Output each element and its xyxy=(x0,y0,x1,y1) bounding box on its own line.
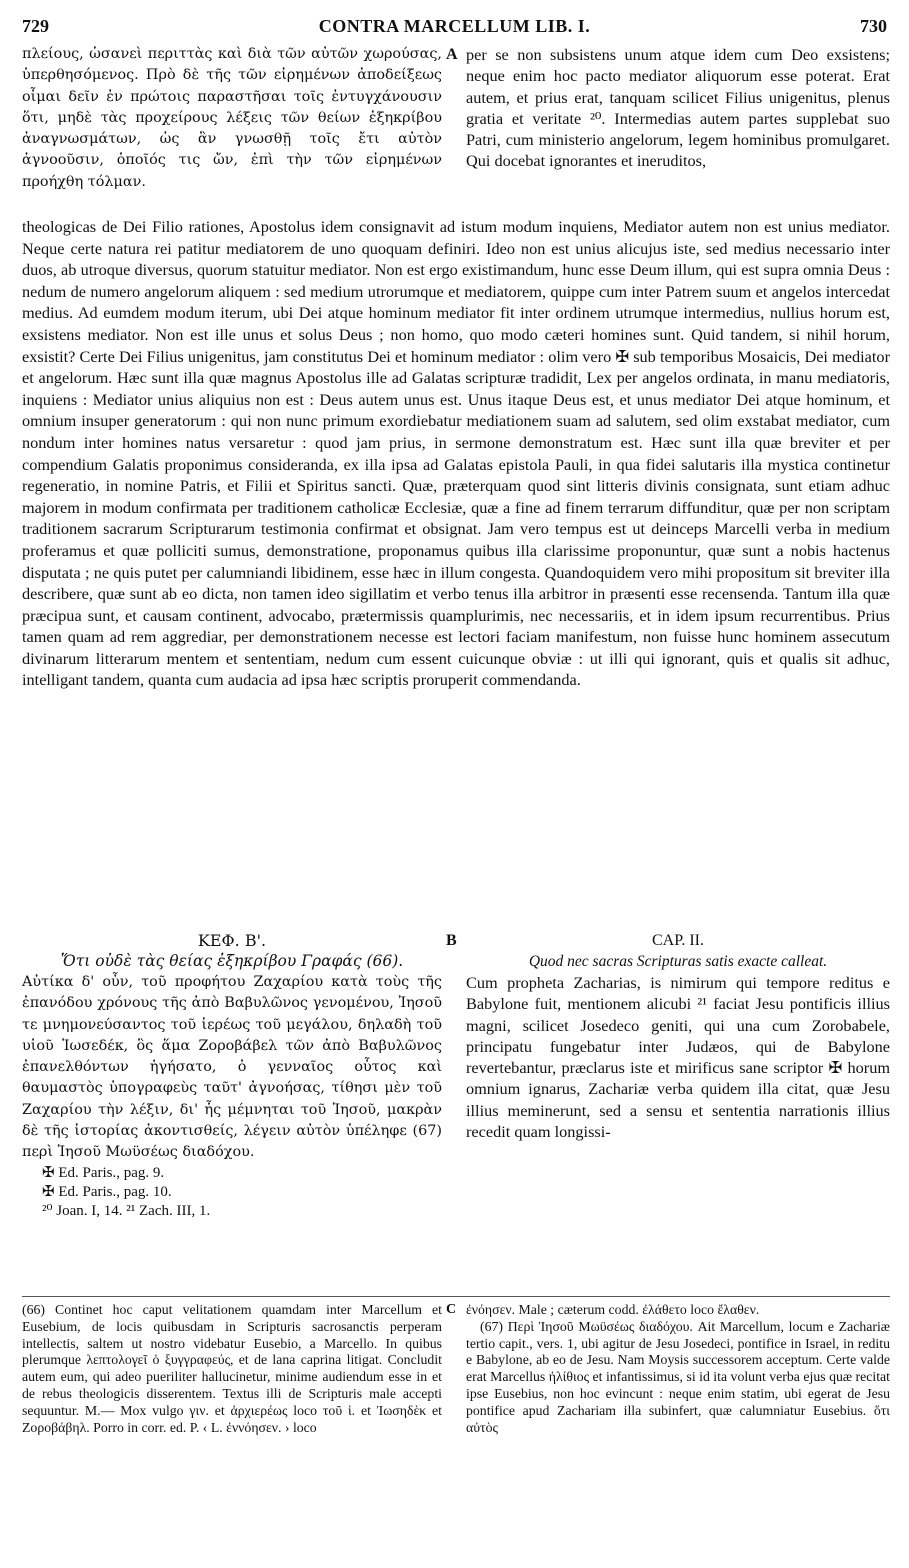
latin-chapter-text: Cum propheta Zacharias, is nimirum qui tempore reditus e Babylone fuit, mentionem alicubi ²¹ faciat Jesu pontificis illius magni, scilicet Josedeco geniti, qui una cum Zorobabele, principatu fungebatur inter Judæos, qui de Babylone revertebantur, præclarus iste et mirificus sane scriptor ✠ horum omnium ignarus, Zachariæ verba quidem illa citat, quæ Jesu illius meminerunt, sed a sensu et sententia narrationis illius recedit quam longissi- xyxy=(466,973,890,1142)
top-greek-text: πλείους, ὡσανεὶ περιττὰς καὶ διὰ τῶν αὐτῶν χωρούσας, ὑπερθησόμενος. Πρὸ δὲ τῆς τῶν εἰρημένων ἀποδείξεως οἶμαι δεῖν ἐν πρώτοις παραστῆσαι τοῖς ἐντυγχάνουσιν ὅτι, μηδὲ τὰς προχείρους λέξεις τῶν θείων ἐξηκρίβου ἀναγνωσμάτων, ὡς ἂν γνωσθῇ τοῖς ἔτι αὐτὸν ἀγνοοῦσιν, ὁποῖός τις ὤν, ἐπὶ τὴν τῶν εἰρημένων προήχθη τόλμαν. xyxy=(22,46,442,190)
margin-marker-c: C xyxy=(446,1302,457,1317)
latin-chapter-subtitle: Quod nec sacras Scripturas satis exacte calleat. xyxy=(528,953,828,970)
footnote-67: (67) Περὶ Ἰησοῦ Μωϋσέως διαδόχου. Ait Marcellum, locum e Zachariæ tertio capit., vers. 1, ubi agitur de Jesu Josedeci, pontifice in Israel, in reditu e Babylone, ab eo de Jesu. Nam Moysis successorem acceptum. Certe valde erat Marcellus ἠλίθιος et infantissimus, si id ita volunt verba ejus quæ recitat ipse Eusebius, non hoc evincunt : neque enim statim, ubi egerat de Jesu pontifice apud Zachariam illa subinfert, quæ calumniatur Eusebius. ὅτι αὐτὸς xyxy=(466,1318,890,1435)
footnotes-right xyxy=(466,1302,890,1436)
top-latin-column xyxy=(466,44,890,172)
margin-marker-b: B xyxy=(446,932,457,949)
latin-chapter-title: CAP. II. xyxy=(651,932,704,949)
greek-chapter-subtitle: Ὅτι οὐδὲ τὰς θείας ἐξηκρίβου Γραφάς (66). xyxy=(60,952,404,970)
main-latin-paragraph xyxy=(22,216,890,691)
margin-marker-a: A xyxy=(446,46,458,63)
latin-chapter-column xyxy=(466,930,890,1142)
footnote-66: (66) Continet hoc caput velitationem quamdam inter Marcellum et Eusebium, de locis quibusdam in Scripturis sacrosanctis perperam intellectis, saltem ut nostro videbatur Eusebio, a Marcello. In quibus plerumque λεπτολογεῖ ὁ ξυγγραφεύς, et de lana caprina litigat. Concludit autem eum, qui adeo pueriliter hallucinetur, minime audiendum esse in et de rebus theologicis disserentem. Textus illi de Scripturis male accepti sequuntur. M.— Mox vulgo γιν. et ἀρχιερέως loco τοῦ ἱ. et Ἰωσηδὲκ et Ζοροβάβηλ. Porro in corr. ed. P. ‹ L. ἐννόησεν. › loco xyxy=(22,1302,442,1435)
top-latin-text: per se non subsistens unum atque idem cum Deo exsistens; neque enim hoc pacto mediator aliquorum esse poterat. Erat autem, et prius erat, tanquam scilicet Filius unigenitus, plenus gratia et veritate ²⁰. Intermedias autem partes supplebat suo Patri, cum ministerio angelorum, legem hominibus promulgaret. Qui docebat ignorantes et ineruditos, xyxy=(466,45,890,171)
greek-chapter-text: Αὐτίκα δ' οὖν, τοῦ προφήτου Ζαχαρίου κατὰ τοὺς τῆς ἐπανόδου χρόνους τῆς ἀπὸ Βαβυλῶνος γενομένου, Ἰησοῦ τε μνημονεύσαντος τοῦ ἱερέως τοῦ μεγάλου, δηλαδὴ τοῦ υἱοῦ Ἰωσεδέκ, ὃς ἅμα Ζοροβάβελ τῶν ἀπὸ Βαβυλῶνος ἐπανελθόντων ἡγήσατο, ὁ γενναῖος οὗτος καὶ θαυμαστὸς ὑπογραφεὺς ταῦτ' ἀγνοήσας, τίθησι μὲν τοῦ Ζαχαρίου τὴν λέξιν, δι' ἧς μέμνηται τοῦ Ἰησοῦ, μακρὰν δὲ τῆς ἱστορίας ἀκοντισθείς, λέγειν αὐτὸν ὑπέληφε (67) περὶ Ἰησοῦ Μωϋσέως διαδόχου. xyxy=(22,974,442,1161)
page-number-left: 729 xyxy=(22,16,49,36)
reference-list xyxy=(22,1164,442,1221)
footnote-continuation: ἐνόησεν. Male ; cæterum codd. ἐλάθετο loco ἔλαθεν. xyxy=(466,1302,760,1317)
greek-chapter-title: ΚΕΦ. Β'. xyxy=(197,931,267,950)
footnotes-left xyxy=(22,1302,442,1436)
footnote-divider xyxy=(22,1296,890,1297)
running-title: CONTRA MARCELLUM LIB. I. xyxy=(318,16,591,36)
top-greek-column xyxy=(22,44,442,193)
running-header xyxy=(22,16,887,42)
reference-item: ✠ Ed. Paris., pag. 9. xyxy=(42,1164,165,1181)
reference-item: ✠ Ed. Paris., pag. 10. xyxy=(42,1183,172,1200)
main-latin-text: theologicas de Dei Filio rationes, Apostolus idem consignavit ad istum modum inquiens, Mediator autem non est unius mediator. Neque certe natura rei patitur mediatorem de uno quoquam definiri. Ideo non est unius alicujus iste, sed medius necessario inter duos, ab utroque diversus, quorum statuitur mediator. Non est ergo existimandum, hunc esse Deum illum, qui est supra omnia Deus : nedum de numero angelorum aliquem : sed medium utrorumque et mediatorem, quippe cum inter Patrem suum et angelos intercedat medius. Ad eumdem modum iterum, ubi Dei atque hominum mediator fit inter ordinem utrumque intermedius, nullius horum est, exsistens mediator. Non est ille unus et solus Deus ; non homo, quo modo cæteri homines sunt. Quid tandem, si nihil horum, exsistit? Certe Dei Filius unigenitus, jam constitutus Dei et hominum mediator : olim vero ✠ sub temporibus Mosaicis, Dei mediator et angelorum. Hæc sunt illa quæ magnus Apostolus ille ad Galatas scripturæ tradidit, Lex per angelos ordinata, in manu mediatoris, inquiens : Mediator unius aliquius non est : Deus autem unus est. Unus itaque Deus est, et unus mediator Dei atque hominum, et omnium insuper generatorum : qui non nunc primum exordiebatur mediationem suam ad salutem, sed olim exstabat mediator, cum nondum inter homines natus versaretur : quod jam prius, in sermone demonstratum est. Hæc sunt illa quæ breviter et per compendium Galatis proponimus consideranda, ex illa ipsa ad Galatas epistola Pauli, in qua fidei salutaris illa mystica continetur regeneratio, in nomine Patris, et Filii et Spiritus sancti. Quæ, præterquam quod sint litteris divinis consignata, sunt etiam adhuc majorem in modum confirmata per traditionem catholicæ Ecclesiæ, quæ a fine ad finem terrarum diffunditur, quæ per non scriptam traditionem sacrarum Scripturarum testimonia confirmat et obsignat. Jam vero tempus est ut deinceps Marcelli verba in medium proferamus et quæ polliciti sumus, demonstratione, proponamus quibus illa clarissime proponuntur, quæ sunt a nobis hactenus disputata ; ne quis putet per calumniandi libidinem, esse hæc in illum congesta. Quandoquidem vero mihi propositum sit breviter illa describere, quæ sunt ab eo dicta, non tamen ideo sigillatim et verbo tenus illa arbitror in præsenti esse recensenda. Tantum illa quæ præcipua sunt, et causam continent, advocabo, prætermissis quamplurimis, nec necessariis, et in idem ipsum recurrentibus. Prius tamen quam ad rem aggrediar, per demonstrationem necesse est lectori faciam manifestum, non fuisse hunc hominem assecutum divinarum litterarum mentem et sententiam, nedum cum essent cuicunque obviæ : ut illi qui ignorant, quis et qualis sit adhuc, intelligant tandem, quanta cum audacia ad ipsa hæc scriptis proruperit commendanda. xyxy=(22,217,890,690)
reference-item: ²⁰ Joan. I, 14. ²¹ Zach. III, 1. xyxy=(42,1202,211,1219)
greek-chapter-column xyxy=(22,930,442,1221)
page-number-right: 730 xyxy=(860,16,887,36)
